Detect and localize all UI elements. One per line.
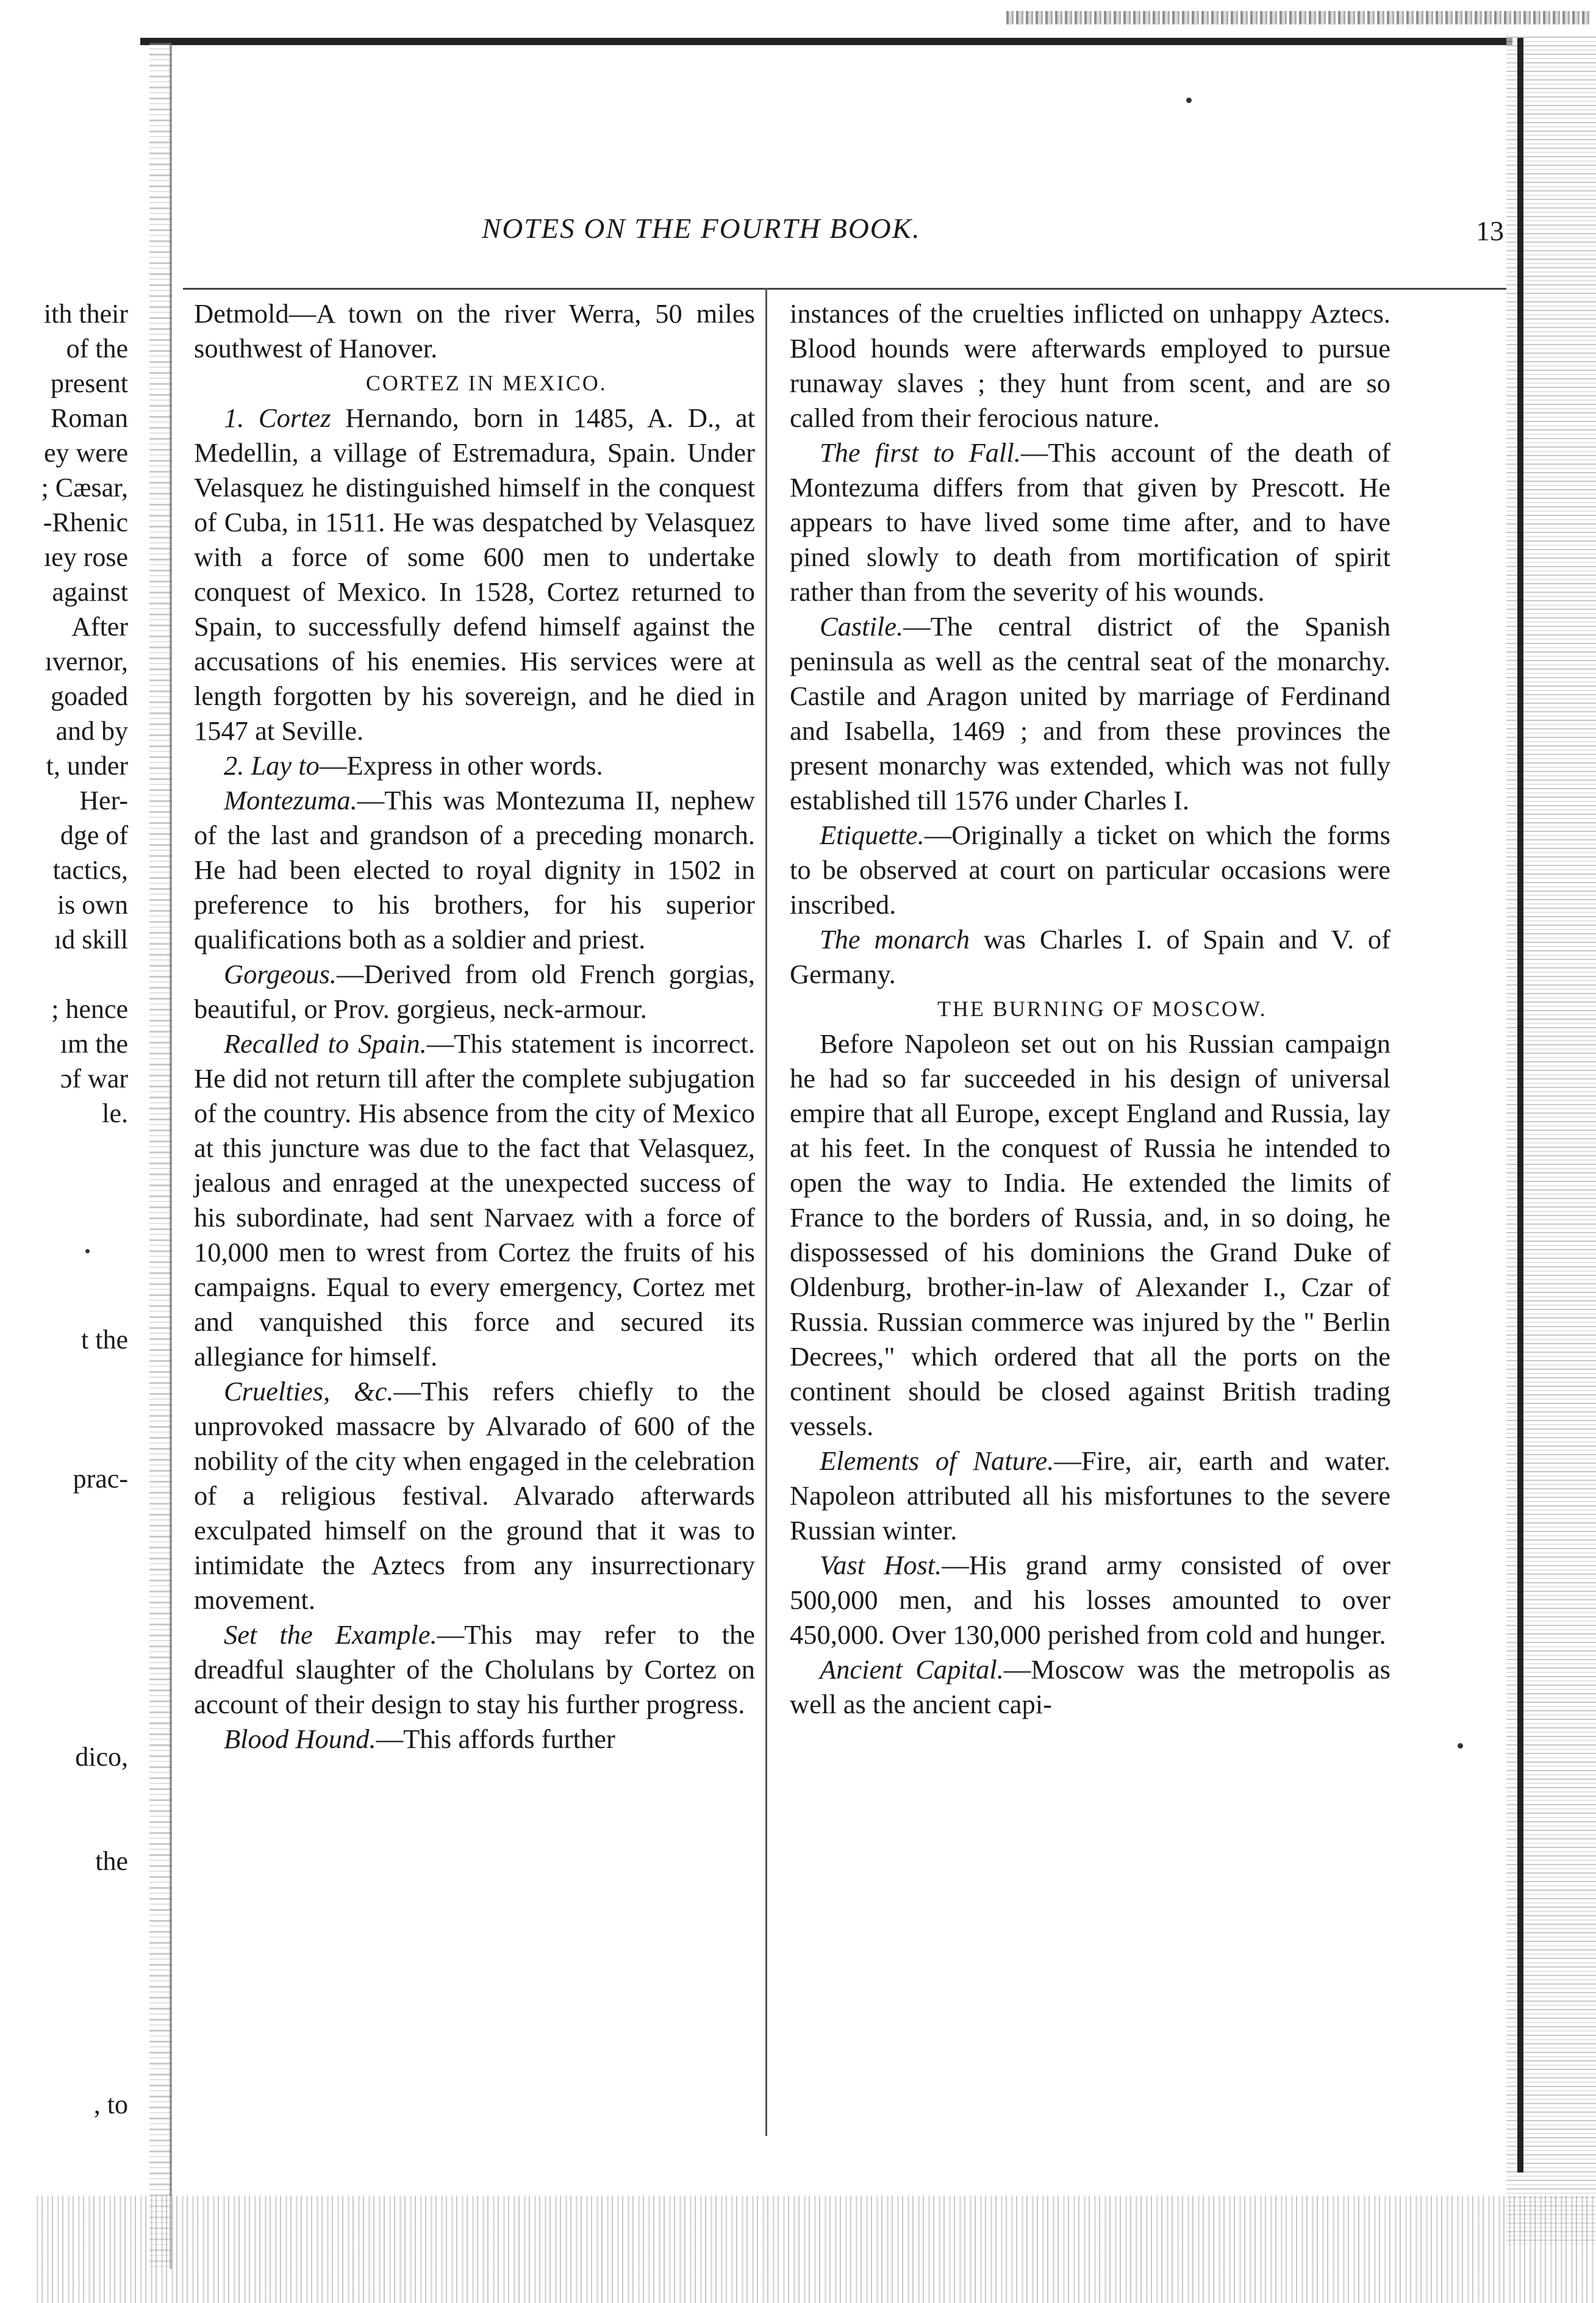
adjacent-page-fragment: Roman bbox=[50, 403, 128, 433]
note-entry bbox=[790, 609, 1390, 818]
note-term: Castile. bbox=[819, 611, 904, 642]
note-term: Elements of Nature. bbox=[819, 1445, 1054, 1476]
note-text: —This was Montezuma II, nephew of the last and grandson of a preceding monarch. He had been elected to royal dignity in 1502 in preference to his brothers, for his superior qualifications both as a soldier and priest. bbox=[194, 785, 755, 955]
note-text: —His grand army consisted of over 500,000 men, and his losses amounted to over 450,000. Over 130,000 perished from cold and hunger. bbox=[790, 1550, 1391, 1650]
note-term: The first to Fall. bbox=[819, 437, 1021, 468]
note-text: —This account of the death of Montezuma differs from that given by Prescott. He appears to have lived some time after, and to have pined slowly to death from mortification of spirit rather than from the severity of his wounds. bbox=[790, 437, 1390, 607]
note-text: —Express in other words. bbox=[319, 750, 603, 781]
right-column-notes-cortez bbox=[790, 435, 1390, 992]
scan-noise-top bbox=[1006, 11, 1592, 24]
header-rule bbox=[183, 288, 1506, 290]
adjacent-page-fragment: ey were bbox=[43, 438, 128, 468]
scan-noise-bottom bbox=[37, 2196, 1596, 2303]
note-entry bbox=[194, 1374, 755, 1617]
book-spine-shadow bbox=[149, 43, 171, 2269]
adjacent-page-fragment: of the bbox=[66, 334, 128, 364]
note-entry bbox=[790, 435, 1390, 609]
column-divider bbox=[765, 288, 767, 2136]
note-text: —The central district of the Spanish peninsula as well as the central seat of the monarchy. Castile and Aragon united by marriage of Ferdinand and Isabella, 1469 ; and from these provinces the present monarchy was extended, which was not fully established till 1576 under Charles I. bbox=[790, 611, 1390, 815]
adjacent-page-fragment: tactics, bbox=[52, 855, 128, 885]
moscow-intro: Before Napoleon set out on his Russian campaign he had so far succeeded in his design of universal empire that all Europe, except England and Russia, lay at his feet. In the conquest of Russia he intended to open the way to India. He extended the limits of France to the borders of Russia, and, in so doing, he dispossessed of his dominions the Grand Duke of Oldenburg, brother-in-law of Alexander I., Czar of Russia. Russian commerce was injured by the " Berlin Decrees," which ordered that all the ports on the continent should be closed against British trading vessels. bbox=[790, 1028, 1390, 1441]
adjacent-page-fragment: ; hence bbox=[51, 994, 128, 1024]
note-text: —This refers chiefly to the unprovoked massacre by Alvarado of 600 of the nobility of the city when engaged in the celebration of a religious festival. Alvarado afterwards exculpated himself on the ground that it was to intimidate the Aztecs from any insurrectionary movement. bbox=[194, 1376, 755, 1615]
note-text: —Moscow was the metropolis as well as the ancient capi- bbox=[790, 1654, 1390, 1719]
adjacent-page-fragment: ɔf war bbox=[60, 1064, 128, 1094]
adjacent-page-fragment: le. bbox=[102, 1098, 128, 1128]
book-spine-line bbox=[170, 43, 172, 2269]
note-entry bbox=[194, 401, 755, 748]
left-column bbox=[194, 296, 755, 1757]
note-text: —Originally a ticket on which the forms to be observed at court on particular occasions were inscribed. bbox=[790, 820, 1390, 920]
adjacent-page-fragment: ıvernor, bbox=[45, 646, 128, 676]
scan-speck bbox=[1186, 98, 1192, 103]
note-term: Cruelties, &c. bbox=[223, 1376, 394, 1406]
note-entry bbox=[194, 783, 755, 957]
note-entry bbox=[790, 922, 1390, 992]
adjacent-page-fragment: and by bbox=[55, 716, 128, 746]
note-entry bbox=[194, 1026, 755, 1374]
note-entry bbox=[194, 748, 755, 783]
note-term: Recalled to Spain. bbox=[223, 1028, 427, 1059]
section-heading-moscow: THE BURNING OF MOSCOW. bbox=[937, 997, 1267, 1021]
note-term: 2. Lay to bbox=[223, 750, 320, 781]
note-text: was Charles I. of Spain and V. of Germany. bbox=[790, 924, 1390, 989]
note-text: —This statement is incorrect. He did not return till after the complete subjugation of the country. His absence from the city of Mexico at this juncture was due to the fact that Velasquez, jealous and enraged at the unexpected success of his subordinate, had sent Narvaez with a force of 10,000 men to wrest from Cortez the fruits of his campaigns. Equal to every emergency, Cortez met and vanquished this force and secured its allegiance for himself. bbox=[194, 1028, 755, 1372]
note-term: 1. Cortez bbox=[223, 403, 331, 433]
adjacent-page-fragment-lower: prac- bbox=[73, 1464, 128, 1494]
note-term: Vast Host. bbox=[819, 1550, 942, 1580]
adjacent-page-fragment: against bbox=[52, 577, 128, 607]
scan-speck bbox=[1458, 1743, 1463, 1749]
note-entry bbox=[790, 1652, 1390, 1722]
note-text: —This may refer to the dreadful slaughter of the Cholulans by Cortez on account of their design to stay his further progress. bbox=[194, 1619, 755, 1719]
note-term: Montezuma. bbox=[223, 785, 357, 815]
adjacent-page-fragment: ; Cæsar, bbox=[41, 473, 128, 503]
page-top-border bbox=[140, 38, 1512, 45]
note-text: —Fire, air, earth and water. Napoleon attributed all his misfortunes to the severe Russian winter. bbox=[790, 1445, 1390, 1545]
adjacent-page-fragment-lower: , to bbox=[93, 2090, 128, 2119]
note-term: Etiquette. bbox=[819, 820, 925, 850]
adjacent-page-fragment: After bbox=[71, 612, 128, 642]
note-entry bbox=[194, 957, 755, 1026]
note-text: Hernando, born in 1485, A. D., at Medellin, a village of Estremadura, Spain. Under Velasquez he distinguished himself in the conquest of Cuba, in 1511. He was despatched by Velasquez with a force of some 600 men to undertake conquest of Mexico. In 1528, Cortez returned to Spain, to successfully defend himself against the accusations of his enemies. His services were at length forgotten by his sovereign, and he died in 1547 at Seville. bbox=[194, 403, 755, 746]
right-column bbox=[790, 296, 1390, 1722]
adjacent-page-fragment: ıey rose bbox=[43, 542, 128, 572]
page-number: 13 bbox=[1476, 215, 1504, 246]
note-term: Set the Example. bbox=[223, 1619, 437, 1650]
right-column-notes-moscow bbox=[790, 1444, 1390, 1722]
adjacent-page-fragment: ım the bbox=[60, 1029, 128, 1059]
adjacent-page-fragment: Her- bbox=[79, 786, 128, 815]
adjacent-page-fragment: ıd skill bbox=[54, 925, 128, 955]
adjacent-page-fragment-lower: the bbox=[95, 1846, 128, 1876]
blood-hound-continuation: instances of the cruelties inflicted on unhappy Aztecs. Blood hounds were afterwards employed to pursue runaway slaves ; they hunt from scent, and are so called from their ferocious nature. bbox=[790, 298, 1390, 433]
left-column-notes bbox=[194, 401, 755, 1757]
note-term: The monarch bbox=[819, 924, 970, 955]
note-term: Ancient Capital. bbox=[819, 1654, 1004, 1685]
note-term: Blood Hound. bbox=[223, 1724, 376, 1754]
adjacent-page-fragment: is own bbox=[57, 890, 128, 920]
running-title: NOTES ON THE FOURTH BOOK. bbox=[482, 213, 921, 245]
note-entry bbox=[790, 1444, 1390, 1548]
adjacent-page-fragment: present bbox=[50, 368, 128, 398]
note-text: —Derived from old French gorgias, beautiful, or Prov. gorgieus, neck-armour. bbox=[194, 959, 755, 1024]
scan-speck bbox=[85, 1249, 90, 1253]
adjacent-page-fragment: t, under bbox=[46, 751, 128, 781]
adjacent-page-fragment: ith their bbox=[43, 299, 128, 329]
page-right-border bbox=[1517, 38, 1523, 2172]
adjacent-page-fragment: dge of bbox=[60, 820, 128, 850]
note-entry bbox=[194, 1617, 755, 1722]
adjacent-page-fragment-lower: t the bbox=[81, 1325, 128, 1355]
note-term: Gorgeous. bbox=[223, 959, 337, 989]
note-entry bbox=[790, 1548, 1390, 1652]
detmold-note: Detmold—A town on the river Werra, 50 miles southwest of Hanover. bbox=[194, 298, 755, 364]
note-entry bbox=[194, 1722, 755, 1757]
note-text: —This affords further bbox=[376, 1724, 615, 1754]
adjacent-page-fragment: -Rhenic bbox=[43, 507, 128, 537]
note-entry bbox=[790, 818, 1390, 922]
adjacent-page-fragment: goaded bbox=[50, 681, 128, 711]
adjacent-page-fragment-lower: dico, bbox=[75, 1742, 128, 1772]
section-heading-cortez: CORTEZ IN MEXICO. bbox=[365, 371, 607, 395]
